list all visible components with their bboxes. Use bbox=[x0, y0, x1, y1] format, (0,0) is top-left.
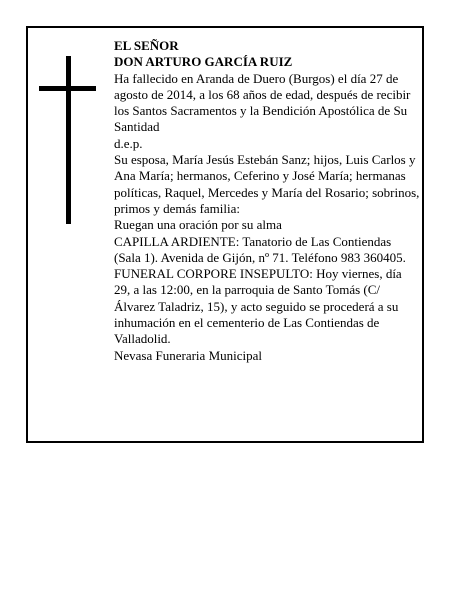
death-announcement: Ha fallecido en Aranda de Duero (Burgos) el día 27 de agosto de 2014, a los 68 años de edad, después de recibir los Santos Sacramentos y la Bendición Apostólica de Su Santidad bbox=[114, 70, 411, 135]
prayer-request: Ruegan una oración por su alma bbox=[114, 217, 282, 233]
cross-horizontal-bar bbox=[39, 86, 96, 91]
rest-in-peace: d.e.p. bbox=[114, 135, 143, 151]
cross-vertical-bar bbox=[66, 56, 71, 224]
obituary-notice bbox=[26, 26, 424, 443]
title-line-1: EL SEÑOR bbox=[114, 38, 179, 53]
funeral-home: Nevasa Funeraria Municipal bbox=[114, 347, 263, 363]
obituary-text bbox=[114, 38, 420, 364]
funeral-info: FUNERAL CORPORE INSEPULTO: Hoy viernes, día 29, a las 12:00, en la parroquia de Santo Tomás (C/Álvarez Taladriz, 15), y acto seguido se procederá a su inhumación en el cementerio de Las Contiendas de Valladolid. bbox=[114, 266, 402, 347]
family-list: Su esposa, María Jesús Estebán Sanz; hijos, Luis Carlos y Ana María; hermanos, Ceferino y José María; hermanas políticas, Raquel, Mercedes y María del Rosario; sobrinos, primos y demás familia: bbox=[114, 152, 420, 216]
deceased-name: DON ARTURO GARCÍA RUIZ bbox=[114, 54, 293, 70]
chapel-info: CAPILLA ARDIENTE: Tanatorio de Las Contiendas (Sala 1). Avenida de Gijón, nº 71. Teléfono 983 360405. bbox=[114, 233, 406, 265]
